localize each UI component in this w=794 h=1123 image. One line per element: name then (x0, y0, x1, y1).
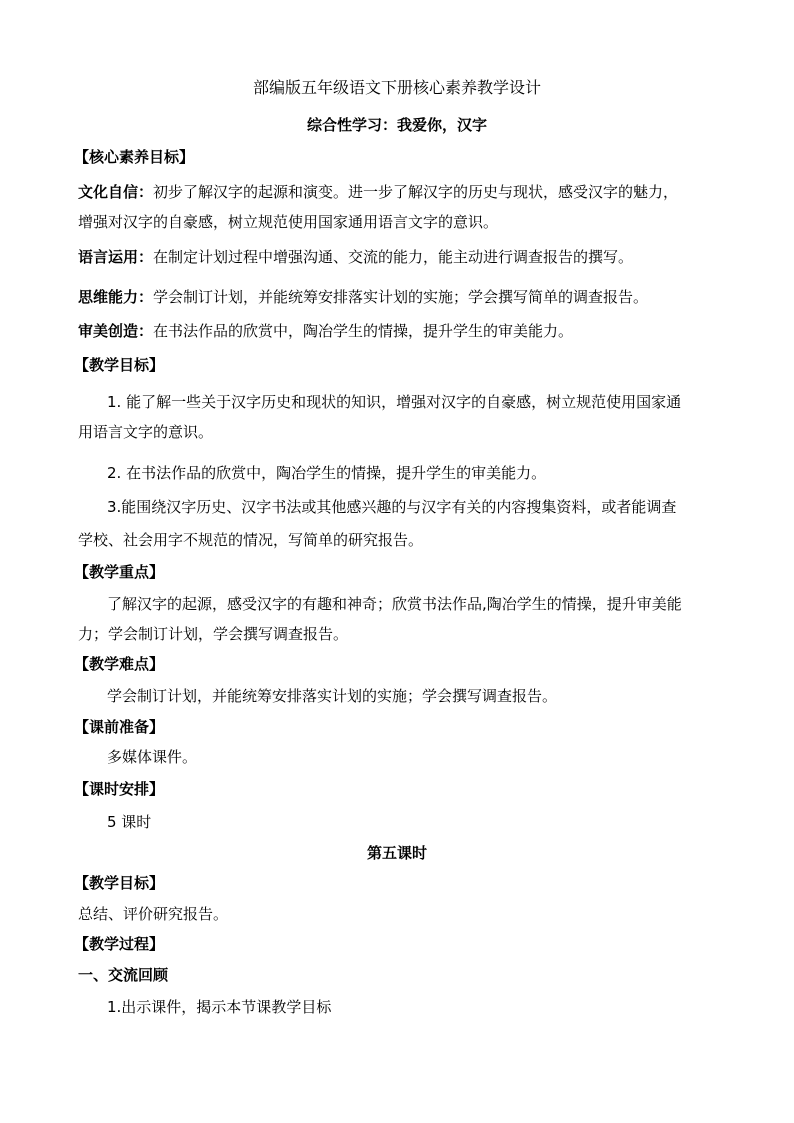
core-goal-text: 在制定计划过程中增强沟通、交流的能力，能主动进行调查报告的撰写。 (153, 248, 634, 266)
core-goal-label: 语言运用： (78, 248, 154, 266)
core-goal-thinking (78, 287, 648, 307)
preparation-heading: 【课前准备】 (74, 718, 165, 736)
process-section-1: 一、交流回顾 (78, 966, 169, 984)
teaching-goal-1-cont: 用语言文字的意识。 (78, 423, 214, 441)
core-goal-culture (78, 182, 678, 202)
core-goal-aesthetic (78, 321, 573, 341)
core-goal-label: 思维能力： (78, 288, 154, 306)
core-goal-text: 初步了解汉字的起源和演变。进一步了解汉字的历史与现状，感受汉字的魅力， (153, 183, 679, 201)
lesson-goal-heading: 【教学目标】 (74, 874, 165, 892)
key-points-text-cont: 力；学会制订计划，学会撰写调查报告。 (78, 625, 349, 643)
teaching-goal-3-cont: 学校、社会用字不规范的情况，写简单的研究报告。 (78, 531, 424, 549)
lesson-goal-text: 总结、评价研究报告。 (78, 905, 229, 923)
schedule-heading: 【课时安排】 (74, 780, 165, 798)
teaching-goal-1: 1. 能了解一些关于汉字历史和现状的知识，增强对汉字的自豪感，树立规范使用国家通 (107, 393, 682, 411)
schedule-text: 5 课时 (107, 813, 152, 831)
teaching-goal-2: 2. 在书法作品的欣赏中，陶冶学生的情操，提升学生的审美能力。 (107, 464, 547, 482)
core-goal-culture-cont: 增强对汉字的自豪感，树立规范使用国家通用语言文字的意识。 (78, 213, 499, 231)
teaching-goal-3: 3.能围绕汉字历史、汉字书法或其他感兴趣的与汉字有关的内容搜集资料，或者能调查 (107, 498, 677, 516)
lesson-title: 第五课时 (366, 844, 427, 862)
core-goal-label: 文化自信： (78, 183, 154, 201)
document-title: 部编版五年级语文下册核心素养教学设计 (252, 78, 541, 97)
core-goal-language (78, 247, 633, 267)
core-goal-text: 学会制订计划，并能统筹安排落实计划的实施；学会撰写简单的调查报告。 (153, 288, 649, 306)
preparation-text: 多媒体课件。 (107, 748, 198, 766)
key-points-text: 了解汉字的起源，感受汉字的有趣和神奇；欣赏书法作品,陶冶学生的情操，提升审美能 (107, 595, 682, 613)
core-goal-label: 审美创造： (78, 322, 154, 340)
difficulties-text: 学会制订计划，并能统筹安排落实计划的实施；学会撰写调查报告。 (107, 687, 558, 705)
core-goals-heading: 【核心素养目标】 (74, 148, 195, 166)
process-step-1: 1.出示课件，揭示本节课教学目标 (107, 998, 332, 1016)
core-goal-text: 在书法作品的欣赏中，陶冶学生的情操，提升学生的审美能力。 (153, 322, 574, 340)
document-subtitle: 综合性学习：我爱你，汉字 (306, 116, 487, 134)
key-points-heading: 【教学重点】 (74, 563, 165, 581)
process-heading: 【教学过程】 (74, 935, 165, 953)
teaching-goals-heading: 【教学目标】 (74, 356, 165, 374)
difficulties-heading: 【教学难点】 (74, 655, 165, 673)
